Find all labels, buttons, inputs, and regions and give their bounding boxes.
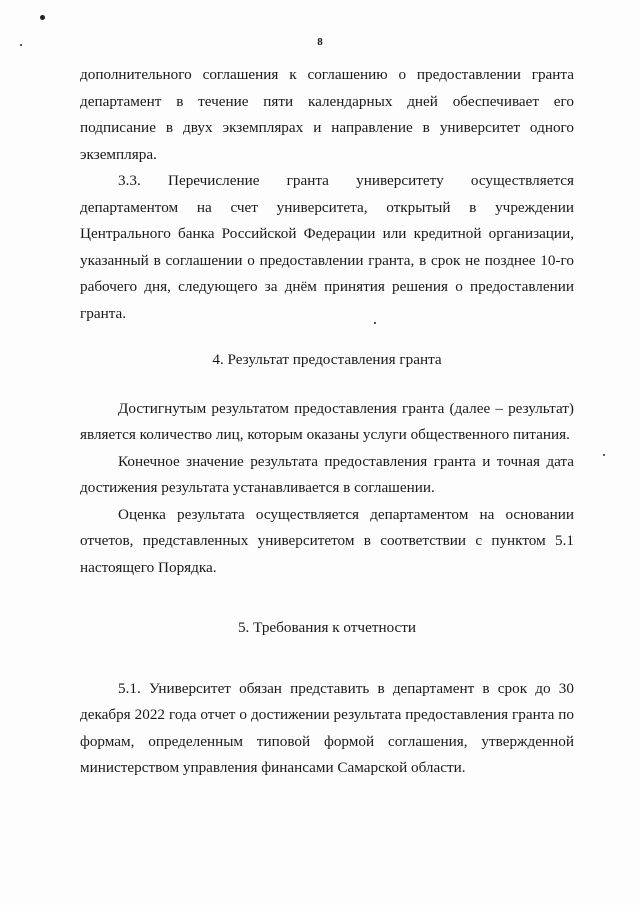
paragraph: 3.3. Перечисление гранта университету осуществляется департаментом на счет университета, открытый в учреждении Центрального банка Российской Федерации или кредитной организации, указанный в соглашении о предоставлении гранта, в срок не позднее 10-го рабочего дня, следующего за днём принятия решения о предоставлении гранта. xyxy=(80,172,574,322)
section-heading: 4. Результат предоставления гранта xyxy=(212,351,442,368)
scan-mark xyxy=(603,454,605,456)
paragraph: Конечное значение результата предоставления гранта и точная дата достижения результата устанавливается в соглашении. xyxy=(80,452,574,496)
paragraph: дополнительного соглашения к соглашению о предоставлении гранта департамент в течение пяти календарных дней обеспечивает его подписание в двух экземплярах и направление в университет одного экземпляра. xyxy=(80,66,574,163)
section-heading: 5. Требования к отчетности xyxy=(237,619,417,636)
paragraph: Оценка результата осуществляется департаментом на основании отчетов, представленных университетом в соответствии с пунктом 5.1 настоящего Порядка. xyxy=(80,505,574,576)
paragraph: 5.1. Университет обязан представить в департамент в срок до 30 декабря 2022 года отчет о достижении результата предоставления гранта по формам, определенным типовой формой соглашения, утвержденной министерством управления финансами Самарской области. xyxy=(80,679,574,776)
scan-mark xyxy=(40,15,45,20)
document-body xyxy=(80,62,574,782)
page-number: 8 xyxy=(317,36,323,48)
paragraph: Достигнутым результатом предоставления гранта (далее – результат) является количество лиц, которым оказаны услуги общественного питания. xyxy=(80,399,574,443)
